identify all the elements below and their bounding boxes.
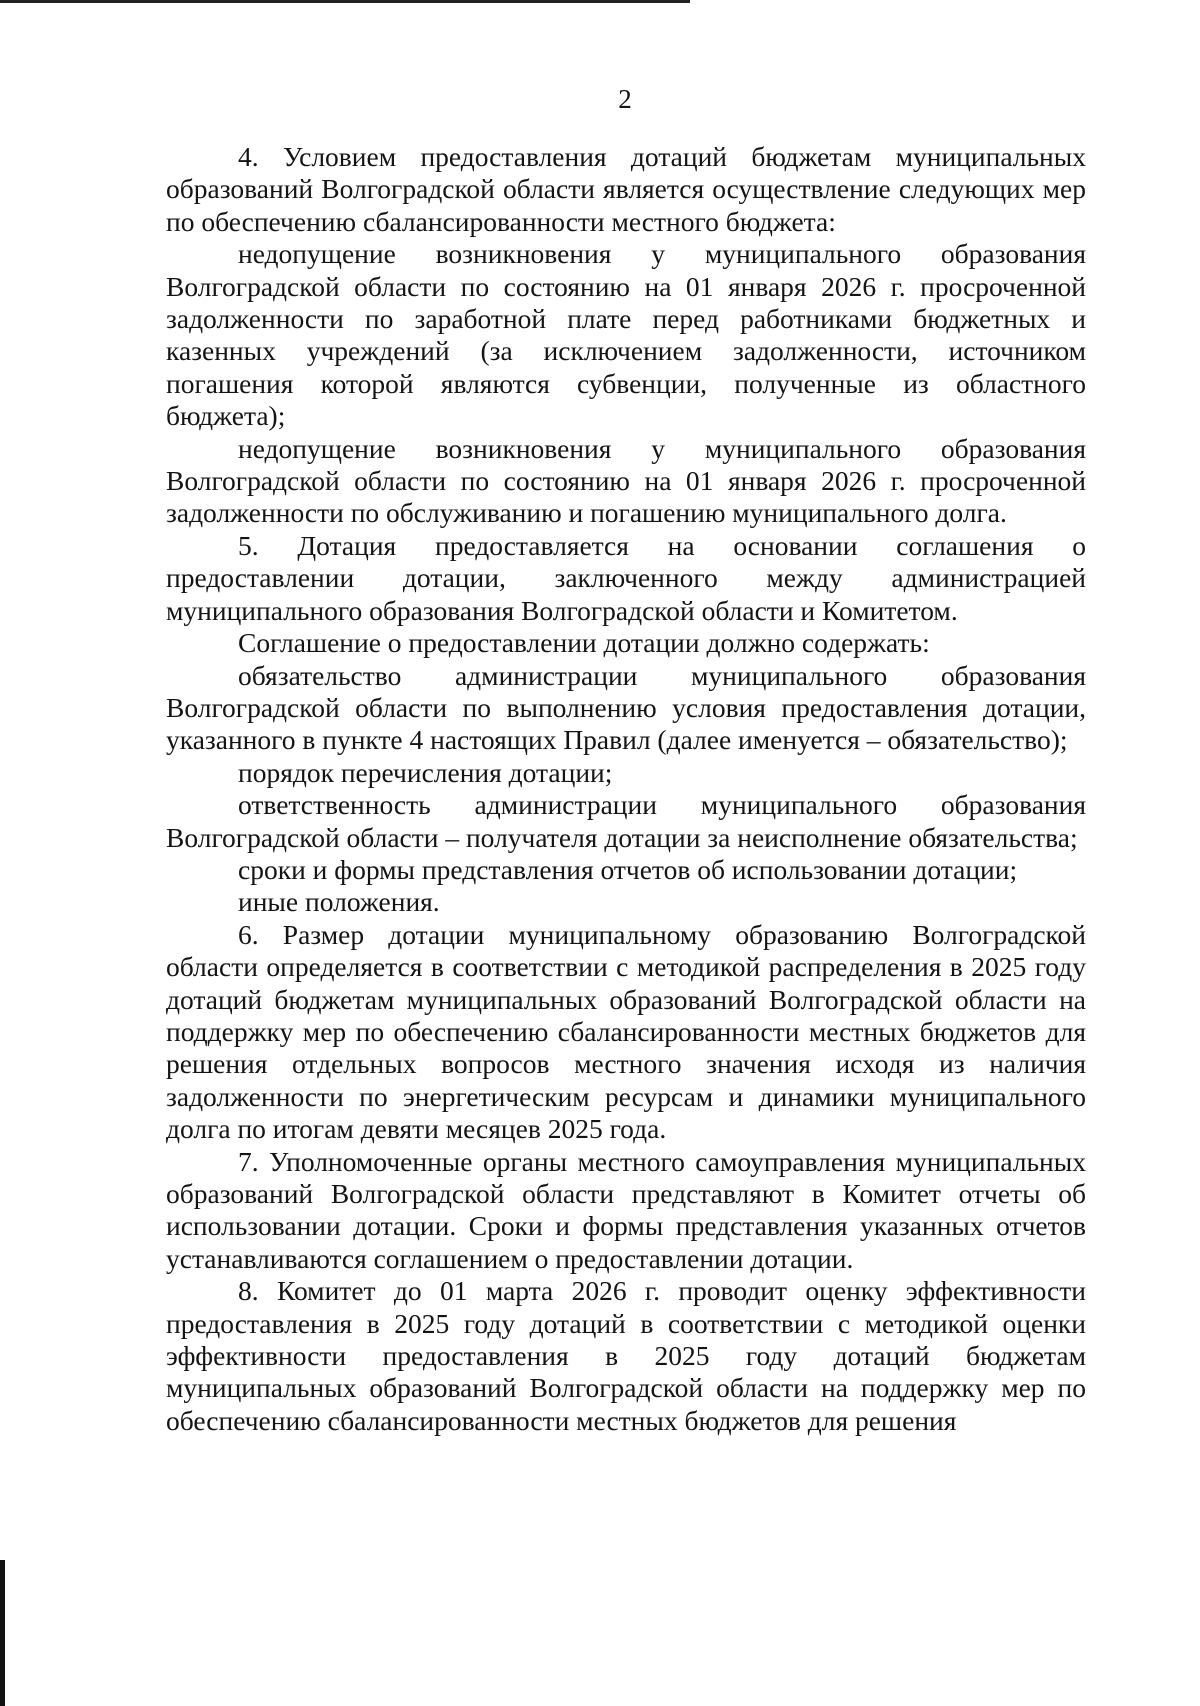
paragraph-item-4: 4. Условием предоставления дотаций бюджетам муниципальных образований Волгоградской области является осуществление следующих мер по обеспечению сбалансированности местного бюджета: (166, 141, 1086, 237)
paragraph-obligation: обязательство администрации муниципального образования Волгоградской области по выполнению условия предоставления дотации, указанного в пункте 4 настоящих Правил (далее именуется – обязательство); (166, 659, 1086, 756)
paragraph-debt-arrears: недопущение возникновения у муниципального образования Волгоградской области по состоянию на 01 января 2026 г. просроченной задолженности по обслуживанию и погашению муниципального долга. (166, 432, 1086, 529)
paragraph-reporting: сроки и формы представления отчетов об использовании дотации; (238, 853, 1018, 885)
paragraph-item-7: 7. Уполномоченные органы местного самоуправления муниципальных образований Волгоградской области представляют в Комитет отчеты об использовании дотации. Сроки и формы представления указанных отчетов устанавливаются соглашением о предоставлении дотации. (166, 1145, 1086, 1274)
paragraph-item-5: 5. Дотация предоставляется на основании соглашения о предоставлении дотации, заключенного между администрацией муниципального образования Волгоградской области и Комитетом. (166, 529, 1086, 626)
paragraph-item-6: 6. Размер дотации муниципальному образованию Волгоградской области определяется в соответствии с методикой распределения в 2025 году дотаций бюджетам муниципальных образований Волгоградской области на поддержку мер по обеспечению сбалансированности местных бюджетов для решения отдельных вопросов местного значения исходя из наличия задолженности по энергетическим ресурсам и динамики муниципального долга по итогам девяти месяцев 2025 года. (166, 918, 1086, 1145)
paragraph-responsibility: ответственность администрации муниципального образования Волгоградской области – получателя дотации за неисполнение обязательства; (166, 789, 1086, 853)
paragraph-other: иные положения. (238, 886, 440, 918)
paragraph-transfer-order: порядок перечисления дотации; (238, 756, 613, 788)
scan-edge-left (0, 1560, 5, 1706)
paragraph-item-8: 8. Комитет до 01 марта 2026 г. проводит оценку эффективности предоставления в 2025 году дотаций в соответствии с методикой оценки эффективности предоставления в 2025 году дотаций бюджетам муниципальных образований Волгоградской области на поддержку мер по обеспечению сбалансированности местных бюджетов для решения (166, 1275, 1086, 1436)
document-body (166, 141, 1086, 1437)
scan-edge-top (0, 0, 690, 3)
paragraph-wage-arrears: недопущение возникновения у муниципального образования Волгоградской области по состоянию на 01 января 2026 г. просроченной задолженности по заработной плате перед работниками бюджетных и казенных учреждений (за исключением задолженности, источником погашения которой являются субвенции, полученные из областного бюджета); (166, 238, 1086, 432)
page-number: 2 (618, 84, 632, 114)
paragraph-agreement-content: Соглашение о предоставлении дотации должно содержать: (238, 627, 930, 659)
